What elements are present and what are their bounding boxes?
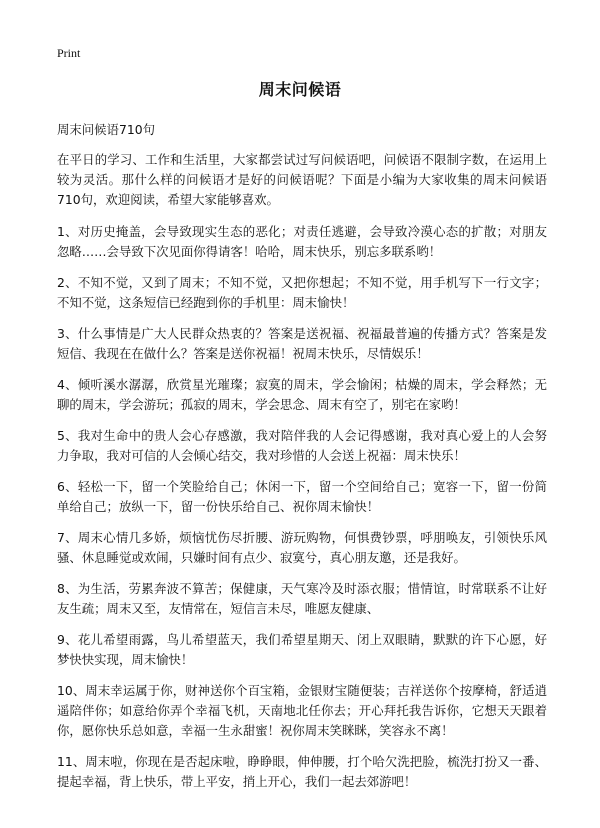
- list-item: 2、不知不觉，又到了周末；不知不觉，又把你想起；不知不觉，用手机写下一行文字；不知不觉，这条短信已经跑到你的手机里：周末愉快！: [57, 275, 547, 310]
- list-item: 7、周末心情几多娇，烦恼忧伤尽折腰、游玩购物，何惧费钞票，呼朋唤友，引领快乐风骚、休息睡觉或欢闹，只嫌时间有点少、寂寞兮，真心朋友邀，还是我好。: [57, 530, 547, 565]
- document-body: [57, 120, 547, 803]
- list-item: 3、什么事情是广大人民群众热衷的？答案是送祝福、祝福最普遍的传播方式？答案是发短信、我现在在做什么？答案是送你祝福！祝周末快乐，尽情娱乐！: [57, 326, 547, 361]
- list-item: 8、为生活，劳累奔波不算苦；保健康，天气寒冷及时添衣服；惜情谊，时常联系不让好友生疏；周末又至，友情常在，短信言未尽，唯愿友健康、: [57, 581, 547, 616]
- list-item: 6、轻松一下，留一个笑脸给自己；休闲一下，留一个空间给自己；宽容一下，留一份简单给自己；放纵一下，留一份快乐给自己、祝你周末愉快！: [57, 479, 547, 514]
- intro-paragraph: 在平日的学习、工作和生活里，大家都尝试过写问候语吧，问候语不限制字数，在运用上较为灵活。那什么样的问候语才是好的问候语呢？下面是小编为大家收集的周末问候语710句，欢迎阅读，希望大家能够喜欢。: [57, 152, 547, 207]
- document-subtitle: 周末问候语710句: [57, 122, 155, 137]
- list-item: 5、我对生命中的贵人会心存感激，我对陪伴我的人会记得感谢，我对真心爱上的人会努力争取，我对可信的人会倾心结交，我对珍惜的人会送上祝福：周末快乐！: [57, 428, 547, 463]
- print-link[interactable]: Print: [57, 46, 81, 60]
- page-title: 周末问候语: [258, 80, 342, 99]
- list-item: 10、周末幸运属于你，财神送你个百宝箱，金银财宝随便装；吉祥送你个按摩椅，舒适逍遥陪伴你；如意给你弄个幸福飞机，天南地北任你去；开心拜托我告诉你，它想天天跟着你，愿你快乐总如意，幸福一生永甜蜜！祝你周末笑眯眯，笑容永不离！: [57, 683, 547, 738]
- list-item: 11、周末啦，你现在是否起床啦，睁睁眼，伸伸腰，打个哈欠洗把脸，梳洗打扮又一番、提起幸福，背上快乐，带上平安，捎上开心，我们一起去郊游吧！: [57, 754, 547, 789]
- list-item: 1、对历史掩盖，会导致现实生态的恶化；对责任逃避，会导致冷漠心态的扩散；对朋友忽略……会导致下次见面你得请客！哈哈，周末快乐，别忘多联系哟！: [57, 224, 547, 259]
- list-item: 9、花儿希望雨露，鸟儿希望蓝天，我们希望星期天、闭上双眼睛，默默的许下心愿，好梦快快实现，周末愉快！: [57, 632, 547, 667]
- list-item: 4、倾听溪水潺潺，欣赏星光璀璨；寂寞的周末，学会愉闲；枯燥的周末，学会释然；无聊的周末，学会游玩；孤寂的周末，学会思念、周末有空了，别宅在家哟！: [57, 377, 547, 412]
